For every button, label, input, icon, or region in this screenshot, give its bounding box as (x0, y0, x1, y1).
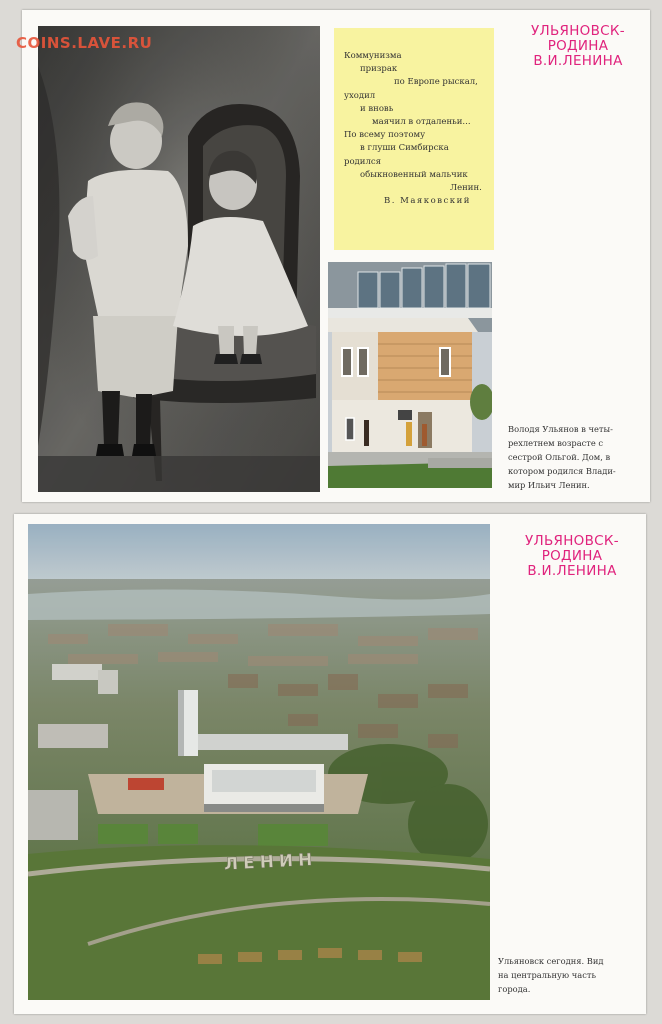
photo-children (38, 26, 320, 492)
photo-aerial-city (28, 524, 490, 1000)
poem-line: обыкновенный мальчик (360, 169, 468, 180)
photo-caption (498, 954, 624, 996)
poem-line: По всему поэтому (344, 130, 426, 141)
series-title-line-3: В.И.ЛЕНИНА (533, 53, 623, 69)
poem-line: и вновь (360, 103, 394, 114)
poem-line: маячил в отдаленьи... (372, 117, 471, 128)
poem-line: Ленин. (450, 183, 482, 194)
series-title (516, 534, 628, 579)
caption-line: рехлетнем возрасте с (508, 438, 604, 448)
series-title-line-1: УЛЬЯНОВСК- (525, 533, 619, 549)
poem-line: призрак (360, 64, 398, 75)
poem-box (334, 28, 494, 250)
photo-caption (508, 422, 636, 492)
poem-line: в глуши Симбирска (360, 143, 449, 154)
series-title-line-1: УЛЬЯНОВСК- (531, 23, 625, 39)
poem-line: Коммунизма (344, 51, 402, 61)
aerial-lettering: ЛЕНИН (223, 849, 318, 875)
postcard-top (22, 10, 650, 502)
caption-line: мир Ильич Ленин. (508, 480, 590, 490)
watermark-text: COINS.LAVE.RU (16, 34, 153, 52)
series-title-line-2: РОДИНА (547, 38, 609, 54)
poem-author: В. Маяковский (384, 196, 471, 207)
caption-line: на центральную часть (498, 970, 596, 980)
postcard-bottom (14, 514, 646, 1014)
caption-line: Ульяновск сегодня. Вид (498, 956, 604, 966)
caption-line: сестрой Ольгой. Дом, в (508, 452, 611, 462)
series-title-line-2: РОДИНА (541, 548, 603, 564)
caption-line: Володя Ульянов в четы- (508, 424, 613, 434)
series-title (522, 24, 634, 69)
photo-lenin-house (328, 262, 492, 488)
poem-line: уходил (344, 90, 376, 101)
poem-line: по Европе рыскал, (394, 77, 478, 88)
series-title-line-3: В.И.ЛЕНИНА (527, 563, 617, 579)
caption-line: котором родился Влади- (508, 466, 616, 476)
caption-line: города. (498, 984, 531, 994)
poem-line: родился (344, 156, 381, 167)
